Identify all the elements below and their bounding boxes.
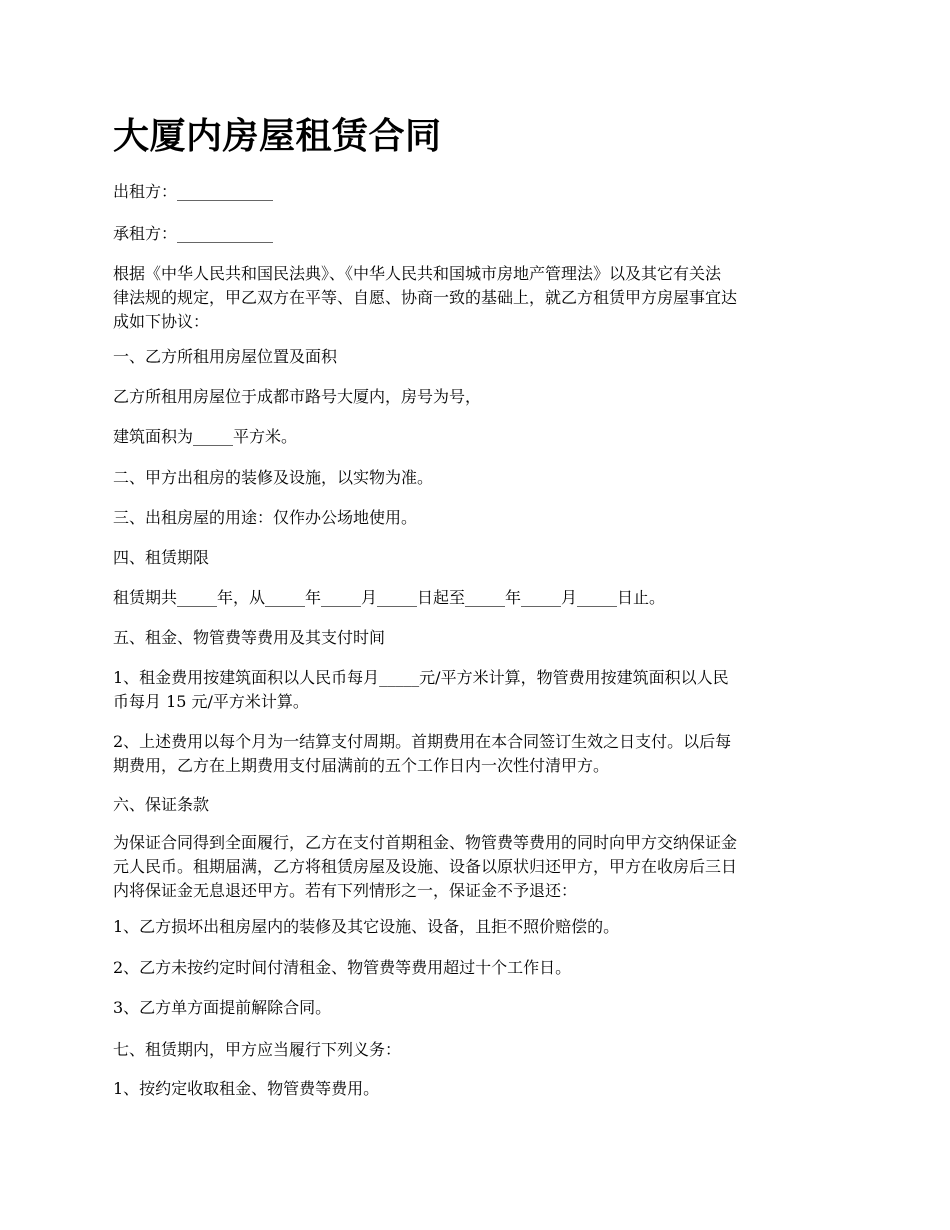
section-6-body — [113, 831, 841, 903]
section-4-heading: 四、租赁期限 — [113, 548, 210, 567]
section-3: 三、出租房屋的用途：仅作办公场地使用。 — [113, 508, 418, 527]
section-5-item-1-line: 1、租金费用按建筑面积以人民币每月_____元/平方米计算，物管费用按建筑面积以人民 — [113, 668, 729, 687]
section-1-area: 建筑面积为_____平方米。 — [113, 427, 298, 446]
section-5-item-2 — [113, 730, 841, 778]
lessor-line: 出租方：____________ — [113, 182, 274, 201]
section-6-item-1: 1、乙方损坏出租房屋内的装修及其它设施、设备，且拒不照价赔偿的。 — [113, 917, 620, 936]
section-1-heading: 一、乙方所租用房屋位置及面积 — [113, 347, 338, 366]
section-7-heading: 七、租赁期内，甲方应当履行下列义务： — [113, 1040, 402, 1059]
section-5-heading: 五、租金、物管费等费用及其支付时间 — [113, 628, 386, 647]
section-7-item-1: 1、按约定收取租金、物管费等费用。 — [113, 1079, 380, 1098]
document-title: 大厦内房屋租赁合同 — [113, 115, 442, 157]
section-6-item-3: 3、乙方单方面提前解除合同。 — [113, 998, 332, 1017]
preamble-line: 成如下协议： — [113, 312, 210, 331]
section-6-item-2: 2、乙方未按约定时间付清租金、物管费等费用超过十个工作日。 — [113, 958, 572, 977]
section-5-item-1 — [113, 666, 841, 714]
section-6-body-line: 元人民币。租期届满，乙方将租赁房屋及设施、设备以原状归还甲方，甲方在收房后三日 — [113, 857, 738, 876]
section-6-body-line: 内将保证金无息退还甲方。若有下列情形之一，保证金不予退还： — [113, 881, 578, 900]
preamble-line: 律法规的规定，甲乙双方在平等、自愿、协商一致的基础上，就乙方租赁甲方房屋事宜达 — [113, 288, 738, 307]
section-4-term: 租赁期共_____年，从_____年_____月_____日起至_____年_____月_____日止。 — [113, 588, 666, 607]
section-5-item-2-line: 期费用，乙方在上期费用支付届满前的五个工作日内一次性付清甲方。 — [113, 756, 610, 775]
preamble-paragraph — [113, 262, 841, 334]
preamble-line: 根据《中华人民共和国民法典》、《中华人民共和国城市房地产管理法》以及其它有关法 — [113, 264, 722, 283]
section-2: 二、甲方出租房的装修及设施，以实物为准。 — [113, 468, 434, 487]
section-1-location: 乙方所租用房屋位于成都市路号大厦内，房号为号， — [113, 387, 482, 406]
section-5-item-1-line: 币每月 15 元/平方米计算。 — [113, 692, 309, 711]
section-6-heading: 六、保证条款 — [113, 795, 210, 814]
section-5-item-2-line: 2、上述费用以每个月为一结算支付周期。首期费用在本合同签订生效之日支付。以后每 — [113, 732, 732, 751]
lessee-line: 承租方：____________ — [113, 224, 274, 243]
section-6-body-line: 为保证合同得到全面履行，乙方在支付首期租金、物管费等费用的同时向甲方交纳保证金 — [113, 833, 738, 852]
